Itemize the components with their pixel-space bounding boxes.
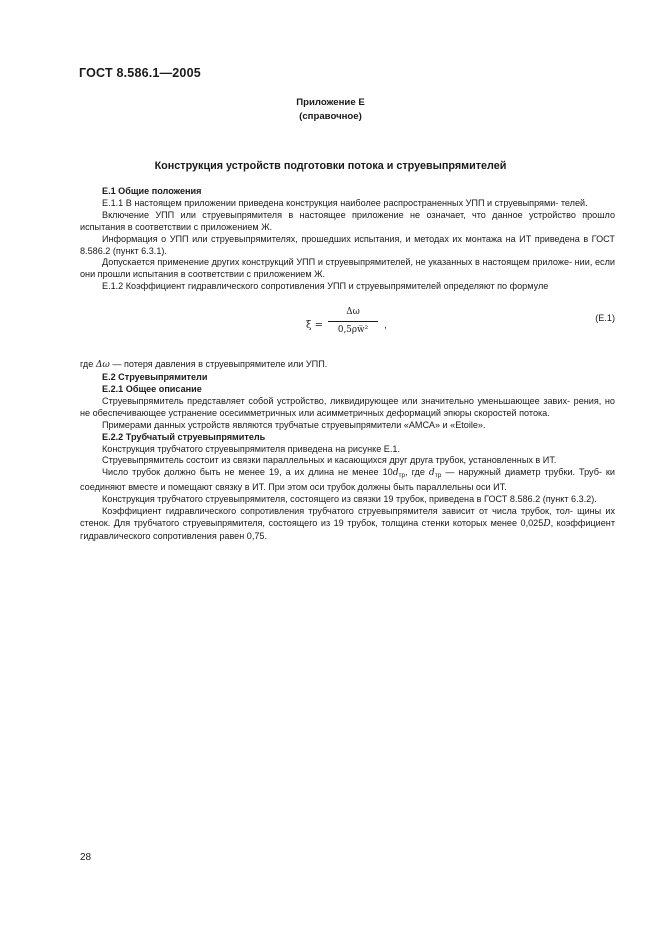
paragraph-tube-count <box>80 467 615 494</box>
paragraph-allow: Допускается применение других конструкций УПП и струевыпрямителей, не указанных в настоящем приложе- нии, если они прошли испытания в соответствии с приложением Ж. <box>80 257 615 280</box>
subscript-tr-2: тр <box>434 472 442 480</box>
paragraph-description: Струевыпрямитель представляет собой устройство, ликвидирующее или значительно уменьшающее завих- рения, но не обеспечивающее устранение осесимметричных или асимметричных деформаций эпюры скоростей потока. <box>80 395 615 418</box>
paragraph-19-tubes: Конструкция трубчатого струевыпрямителя, состоящего из связки 19 трубок, приведена в ГОСТ 8.586.2 (пункт 6.3.2). <box>102 494 597 505</box>
paragraph-e1-2: Е.1.2 Коэффициент гидравлического сопротивления УПП и струевыпрямителей определяют по формуле <box>102 281 549 292</box>
tube-count-text-a: Число трубок должно быть не менее 19, а их длина не менее 10 <box>102 467 393 478</box>
section-e1-heading: Е.1 Общие положения <box>102 186 202 196</box>
page-number: 28 <box>80 852 92 863</box>
paragraph-e1-1: Е.1.1 В настоящем приложении приведена конструкция наиболее распространенных УПП и струевыпрями- телей. <box>102 197 588 208</box>
symbol-delta-omega: Δω <box>95 360 110 371</box>
formula-lhs: ξ = <box>306 320 324 332</box>
symbol-d: d <box>392 468 399 479</box>
paragraph-consists: Струевыпрямитель состоит из связки параллельных и касающихся друг друга трубок, установленных в ИТ. <box>102 455 557 466</box>
formula-numerator: Δω <box>346 307 360 318</box>
paragraph-info: Информация о УПП или струевыпрямителях, прошедших испытания, и методах их монтажа на ИТ приведена в ГОСТ 8.586.2 (пункт 6.3.1). <box>80 233 615 256</box>
paragraph-include: Включение УПП или струевыпрямителя в настоящее приложение не означает, что данное устройство прошло испытания в соответствии с приложением Ж. <box>80 209 615 232</box>
document-body <box>80 186 615 543</box>
paragraph-where <box>80 359 615 372</box>
section-e22-heading: Е.2.2 Трубчатый струевыпрямитель <box>102 431 266 442</box>
tube-count-text-c: — наружный диаметр трубки. Труб- ки соединяют вместе и помещают связку в ИТ. При этом оси трубок должны быть параллельны оси ИТ. <box>80 467 615 493</box>
formula-denominator: 0,5ρw̅² <box>337 325 369 336</box>
paragraph-figure-ref: Конструкция трубчатого струевыпрямителя приведена на рисунке Е.1. <box>102 443 400 454</box>
subscript-tr: тр <box>398 472 406 480</box>
appendix-title: Приложение Е <box>296 97 365 108</box>
section-e21-heading: Е.2.1 Общее описание <box>102 383 202 394</box>
symbol-d-2: d <box>428 468 435 479</box>
formula-number: (Е.1) <box>595 313 615 324</box>
standard-code: ГОСТ 8.586.1—2005 <box>79 66 201 80</box>
coefficient-text-b: , коэффициент гидравлического сопротивления равен 0,75. <box>80 517 615 541</box>
symbol-D: D <box>543 518 551 529</box>
paragraph-coefficient <box>80 506 615 543</box>
coefficient-text-a: Коэффициент гидравлического сопротивления трубчатого струевыпрямителя зависит от числа трубок, тол- щины их стенок. Для трубчатого струевыпрямителя, состоящего из 19 трубок, толщина стенки которых менее 0,025 <box>80 506 615 528</box>
section-e2-heading: Е.2 Струевыпрямители <box>102 372 208 383</box>
where-prefix: где <box>80 359 94 370</box>
tube-count-text-b: , где <box>405 467 425 478</box>
formula-e1 <box>80 307 615 347</box>
main-title: Конструкция устройств подготовки потока и струевыпрямителей <box>154 160 507 172</box>
appendix-heading <box>0 96 661 124</box>
formula-fraction <box>328 307 378 337</box>
appendix-subtitle: (справочное) <box>299 111 362 122</box>
paragraph-examples: Примерами данных устройств являются трубчатые струевыпрямители «АМСА» и «Etoile». <box>102 419 486 430</box>
formula-comma: , <box>384 320 387 332</box>
where-text: — потеря давления в струевыпрямителе или УПП. <box>112 359 328 370</box>
